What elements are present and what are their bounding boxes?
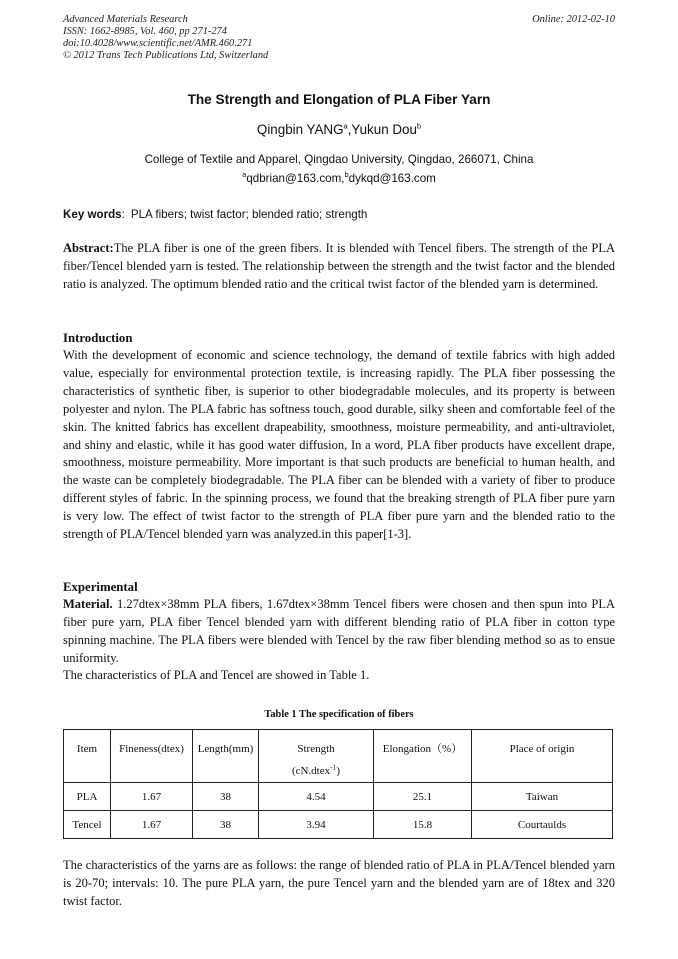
- cell-item: Tencel: [64, 811, 111, 839]
- cell-fineness: 1.67: [111, 783, 193, 811]
- keywords-sep: :: [121, 208, 125, 221]
- abstract-text: The PLA fiber is one of the green fibers. It is blended with Tencel fibers. The strength of the PLA fiber/Tencel blended yarn is tested. The relationship between the strength and the twist factor and the blended ratio is analyzed. The optimum blended ratio and the critical twist factor of the blended yarn is determined.: [63, 241, 615, 291]
- cell-strength: 3.94: [259, 811, 374, 839]
- col-header-origin: Place of origin: [472, 730, 613, 783]
- col-header-fineness: Fineness(dtex): [111, 730, 193, 783]
- keywords-text: PLA fibers; twist factor; blended ratio; strength: [130, 208, 368, 221]
- cell-length: 38: [193, 811, 259, 839]
- table-header-row: [64, 730, 613, 783]
- abstract-sep: :: [109, 241, 114, 255]
- doi-line[interactable]: doi:10.4028/www.scientific.net/AMR.460.271: [63, 38, 253, 49]
- issn-line: ISSN: 1662-8985, Vol. 460, pp 271-274: [63, 26, 227, 37]
- online-date: Online: 2012-02-10: [532, 14, 615, 25]
- strength-unit: [261, 760, 371, 782]
- cell-length: 38: [193, 783, 259, 811]
- material-paragraph: [63, 596, 615, 668]
- affiliation: College of Textile and Apparel, Qingdao University, Qingdao, 266071, China: [144, 153, 534, 166]
- keywords-label: Key words: [63, 208, 122, 221]
- closing-paragraph: The characteristics of the yarns are as follows: the range of blended ratio of PLA in PLA/Tencel blended yarn is 20-70; intervals: 10. The pure PLA yarn, the pure Tencel yarn and the blended yarn are of 18tex and 320 twist factor.: [63, 858, 615, 908]
- strength-unit-base: (cN.dtex: [291, 765, 331, 777]
- introduction-heading: Introduction: [63, 331, 133, 345]
- col-header-item: Item: [64, 730, 111, 783]
- table-caption: Table 1 The specification of fibers: [264, 709, 414, 720]
- cell-elongation: 15.8: [374, 811, 472, 839]
- abstract: [63, 240, 615, 294]
- material-label: Material.: [63, 597, 113, 611]
- cell-fineness: 1.67: [111, 811, 193, 839]
- abstract-label: Abstract: [63, 241, 110, 255]
- journal-header: [63, 14, 615, 62]
- email-a-sup: a: [242, 170, 247, 180]
- col-header-strength: [259, 730, 374, 783]
- email-b[interactable]: dykqd@163.com: [348, 172, 436, 185]
- strength-unit-close: ): [336, 765, 341, 777]
- cell-origin: Courtaulds: [472, 811, 613, 839]
- introduction-text: With the development of economic and science technology, the demand of textile fabrics with high added value, especially for environmental protection textile, is increasing rapidly. The PLA fiber possessing the characteristics of synthetic fiber, is superior to other biodegradable molecules, and its property is between polyester and nylon. The PLA fabric has softness touch, good durable, silky sheen and comfortable feel of the skin. The knitted fabrics has excellent drapeability, smoothness, moisture permeability, and anti-ultraviolet, and shiny and elastic, while it has good water diffusion, In a word, PLA fiber products have excellent drape, smoothness, moisture permeability. More important is that such products are beneficial to human health, and the waste can be completely biodegradable. The PLA fiber can be blended with a variety of fiber to produce different styles of fabric. In the spinning process, we found that the breaking strength of PLA fiber pure yarn is very low. The effect of twist factor to the strength of PLA fiber pure yarn and the blended ratio to the strength of PLA/Tencel blended yarn was analyzed.in this paper[1-3].: [63, 348, 615, 542]
- author-2-sup: b: [416, 121, 422, 131]
- email-line: [63, 172, 615, 185]
- keywords: [63, 208, 615, 221]
- experimental-heading: Experimental: [63, 580, 138, 594]
- table-row: [64, 783, 613, 811]
- col-header-elongation: Elongation（%）: [374, 730, 472, 783]
- col-header-length: Length(mm): [193, 730, 259, 783]
- strength-unit-sup: -1: [330, 762, 337, 772]
- table-row: [64, 811, 613, 839]
- cell-item: PLA: [64, 783, 111, 811]
- author-1-name: Qingbin YANG: [256, 122, 344, 137]
- email-b-sup: b: [344, 170, 349, 180]
- copyright-line: © 2012 Trans Tech Publications Ltd, Switzerland: [63, 50, 269, 61]
- journal-name: Advanced Materials Research: [63, 14, 188, 25]
- cell-elongation: 25.1: [374, 783, 472, 811]
- author-2-name: Yukun Dou: [351, 122, 417, 137]
- cell-origin: Taiwan: [472, 783, 613, 811]
- fiber-spec-table: [63, 729, 613, 839]
- paper-title: The Strength and Elongation of PLA Fiber Yarn: [187, 92, 491, 107]
- author-separator: ,: [347, 122, 352, 137]
- cell-strength: 4.54: [259, 783, 374, 811]
- author-1-sup: a: [343, 121, 348, 131]
- strength-label: Strength: [297, 743, 335, 755]
- table-intro: The characteristics of PLA and Tencel are showed in Table 1.: [63, 668, 370, 682]
- email-a[interactable]: qdbrian@163.com,: [246, 172, 345, 185]
- material-text: 1.27dtex×38mm PLA fibers, 1.67dtex×38mm Tencel fibers were chosen and then spun into PLA fiber pure yarn, PLA fiber Tencel blended yarn with different blending ratio of PLA fiber in cotton type spinning machine. The PLA fibers were blended with Tencel by the raw fiber blending method so as to ensue uniformity.: [63, 597, 615, 665]
- author-line: [63, 122, 615, 137]
